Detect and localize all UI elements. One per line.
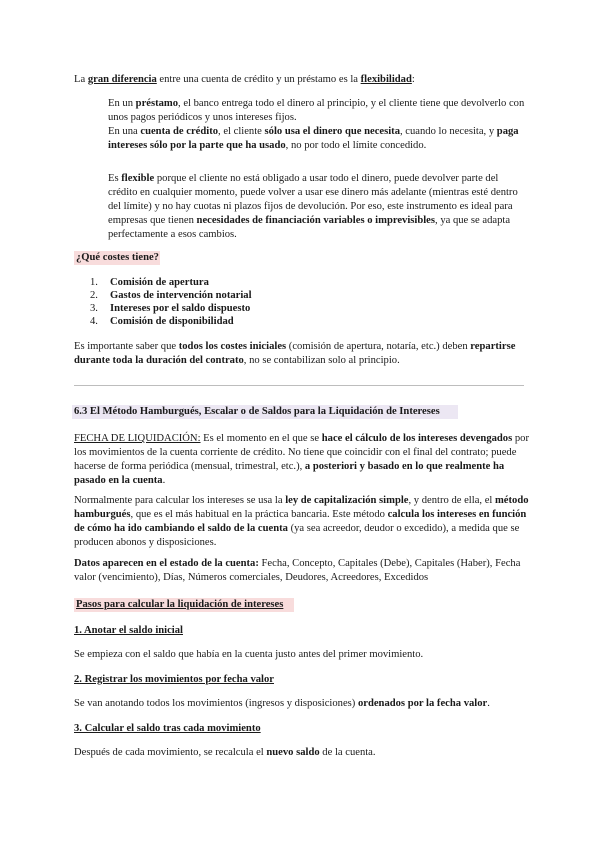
list-item [90,302,252,315]
bold-text: Datos aparecen en el estado de la cuenta: [74,558,259,569]
steps-heading: Pasos para calcular la liquidación de intereses [74,598,294,612]
bold-text: nuevo saldo [266,747,320,758]
list-number: 4. [90,316,98,327]
list-number: 1. [90,277,98,288]
text: Se van anotando todos los movimientos (ingresos y disposiciones) [74,698,358,709]
bold-text: calcula los intereses en función de cómo ha ido cambiando el saldo de la cuenta [74,509,527,534]
loan-sentence [108,97,528,125]
text: Es [108,173,122,184]
list-label: Gastos de intervención notarial [110,290,252,301]
bold-text: gran diferencia [87,74,157,85]
bold-text: flexibilidad [360,74,412,85]
step-2-text [74,697,534,711]
text: , el cliente [218,126,265,137]
intro-line [74,73,544,87]
text: Es el momento en el que se [200,433,322,444]
step-3-text [74,746,534,760]
bold-text: sólo usa el dinero que necesita [264,126,400,137]
text: , no se contabilizan solo al principio. [243,355,400,366]
bold-text: repartirse durante toda la duración del contrato [74,341,516,366]
hamburg-method-paragraph [74,494,534,550]
text: (ya sea acreedor, deudor o excedido), a medida que se producen abonos y disposiciones. [74,523,520,548]
bold-text: todos los costes iniciales [178,341,287,352]
text: , y dentro de ella, el [408,495,495,506]
credit-sentence [108,125,528,153]
text: La [74,74,88,85]
list-item [90,276,252,289]
list-item [90,315,252,328]
text: Después de cada movimiento, se recalcula el [74,747,267,758]
horizontal-divider [74,385,524,386]
costs-heading: ¿Qué costes tiene? [76,252,159,263]
list-number: 3. [90,303,98,314]
text: Es importante saber que [74,341,179,352]
text: de la cuenta. [319,747,376,758]
loan-vs-credit-paragraph [108,97,528,153]
section-heading: 6.3 El Método Hamburgués, Escalar o de Saldos para la Liquidación de Intereses [72,405,458,419]
list-number: 2. [90,290,98,301]
text: , que es el más habitual en la práctica bancaria. Este método [130,509,388,520]
text: , no por todo el límite concedido. [285,140,427,151]
text: , cuando lo necesita, y [400,126,497,137]
list-label: Comisión de apertura [110,277,209,288]
liquidation-date-paragraph [74,432,534,488]
text: Normalmente para calcular los intereses se usa la [74,495,286,506]
text: . [162,475,166,486]
text: Fecha, Concepto, Capitales (Debe), Capitales (Haber), Fecha valor (vencimiento), Días, Números comerciales, Deudores, Acreedores, Excedidos [74,558,521,583]
term-label: FECHA DE LIQUIDACIÓN: [74,433,201,444]
costs-note-paragraph [74,340,536,368]
list-item [90,289,252,302]
step-2-heading: 2. Registrar los movimientos por fecha valor [74,674,274,685]
bold-text: hace el cálculo de los intereses devengados [321,433,513,444]
text: En un [108,98,136,109]
step-1-text: Se empieza con el saldo que había en la cuenta justo antes del primer movimiento. [74,649,424,660]
bold-text: préstamo [135,98,179,109]
text: . [487,698,490,709]
list-label: Intereses por el saldo dispuesto [110,303,251,314]
text: entre una cuenta de crédito y un préstamo es la [156,74,361,85]
bold-text: paga intereses sólo por la parte que ha usado [108,126,519,151]
text: , ya que se adapta perfectamente a esos cambios. [108,215,511,240]
text: En una [108,126,141,137]
bold-text: ley de capitalización simple [285,495,409,506]
text: , el banco entrega todo el dinero al principio, y el cliente tiene que devolverlo con unos pagos periódicos y unos intereses fijos. [108,98,525,123]
bold-text: a posteriori y basado en lo que realmente ha pasado en la cuenta [74,461,505,486]
text: (comisión de apertura, notaría, etc.) deben [286,341,471,352]
text: porque el cliente no está obligado a usar todo el dinero, puede devolver parte del crédito en cualquier momento, puede volver a usar ese dinero más adelante (mientras esté dentro del límite) y no hay cuotas ni plazos fijos de devolución. Por eso, este instrumento es ideal para empresas que tienen [108,173,518,226]
step-3-heading: 3. Calcular el saldo tras cada movimiento [74,723,261,734]
bold-text: método hamburgués [74,495,529,520]
bold-text: cuenta de crédito [140,126,219,137]
flexibility-paragraph [108,172,528,242]
bold-text: ordenados por la fecha valor [357,698,488,709]
text: : [411,74,415,85]
step-1-heading: 1. Anotar el saldo inicial [74,625,183,636]
list-label: Comisión de disponibilidad [110,316,234,327]
costs-list [90,276,252,328]
bold-text: necesidades de financiación variables o imprevisibles [196,215,436,226]
text: por los movimientos de la cuenta corriente de crédito. No tiene que coincidir con el final del contrato; puede hacerse de forma periódica (mensual, trimestral, etc.), [74,433,530,472]
account-statement-data-paragraph [74,557,534,585]
bold-text: flexible [121,173,155,184]
